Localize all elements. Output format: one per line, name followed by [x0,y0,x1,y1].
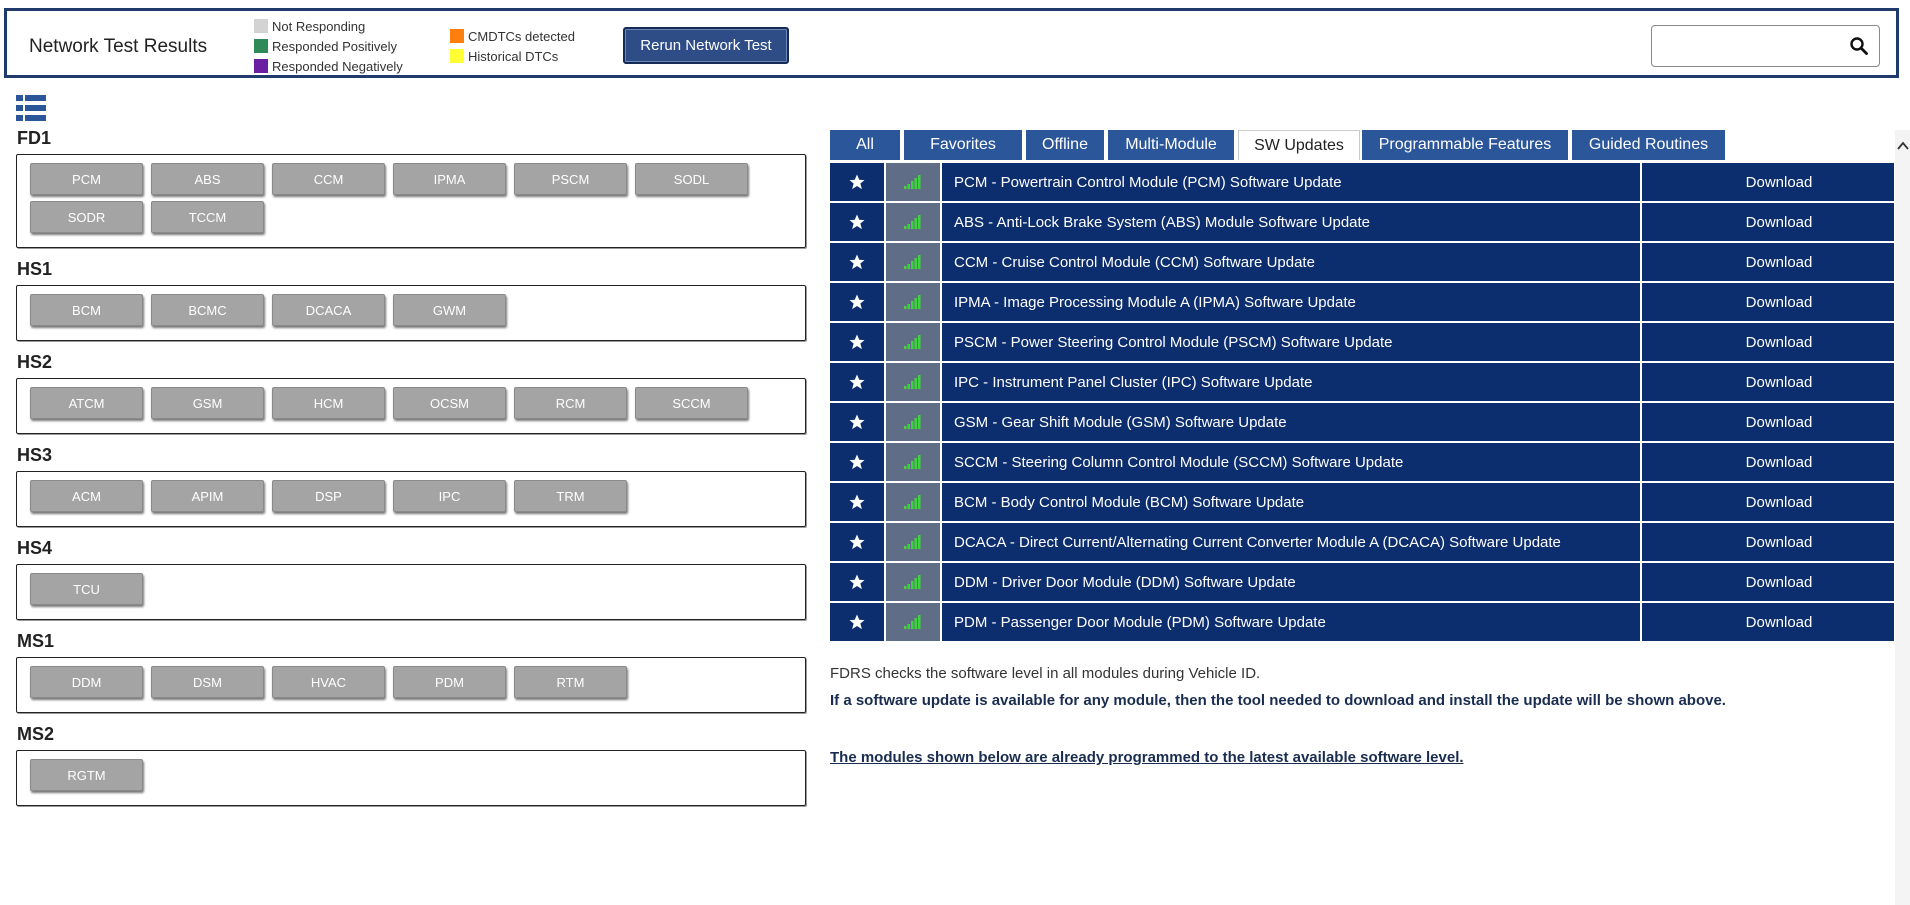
legend-item [254,16,403,36]
group-box-ms1 [16,657,806,713]
table-row [830,443,1894,481]
module-button-ddm[interactable]: DDM [30,666,143,698]
group-title-ms1: MS1 [17,631,55,651]
group-box-fd1 [16,154,806,248]
update-description: IPC - Instrument Panel Cluster (IPC) Software Update [942,363,1642,401]
signal-strength-icon [886,243,942,281]
table-row [830,323,1894,361]
download-button[interactable]: Download [1745,333,1813,351]
legend-item [254,36,403,56]
signal-strength-icon [886,443,942,481]
signal-strength-icon [886,163,942,201]
module-button-ipc[interactable]: IPC [393,480,506,512]
tab-guided-routines[interactable]: Guided Routines [1572,130,1727,160]
favorite-star-icon[interactable] [830,443,886,481]
group-box-ms2 [16,750,806,806]
info-text-bold: If a software update is available for any module, then the tool needed to download and install the update will be shown above. [830,692,1726,709]
download-button[interactable]: Download [1745,253,1813,271]
module-button-ipma[interactable]: IPMA [393,163,506,195]
download-button[interactable]: Download [1745,453,1813,471]
legend-swatch-historical-dtcs [450,49,464,63]
download-button[interactable]: Download [1745,493,1813,511]
group-box-hs3 [16,471,806,527]
page-title: Network Test Results [29,36,208,57]
module-button-bcmc[interactable]: BCMC [151,294,264,326]
module-button-sodl[interactable]: SODL [635,163,748,195]
download-button[interactable]: Download [1745,373,1813,391]
table-row [830,243,1894,281]
legend-swatch-cmdtcs [450,29,464,43]
module-button-gwm[interactable]: GWM [393,294,506,326]
update-description: PSCM - Power Steering Control Module (PSCM) Software Update [942,323,1642,361]
tab-favorites[interactable]: Favorites [904,130,1024,160]
module-button-dsm[interactable]: DSM [151,666,264,698]
signal-strength-icon [886,563,942,601]
module-button-acm[interactable]: ACM [30,480,143,512]
list-icon[interactable] [16,94,46,122]
module-button-ocsm[interactable]: OCSM [393,387,506,419]
download-button[interactable]: Download [1745,613,1813,631]
tab-multi-module[interactable]: Multi-Module [1108,130,1236,160]
module-button-gsm[interactable]: GSM [151,387,264,419]
group-title-fd1: FD1 [17,128,52,148]
update-description: DDM - Driver Door Module (DDM) Software Update [942,563,1642,601]
legend-swatch-responded-negatively [254,59,268,73]
download-button[interactable]: Download [1745,293,1813,311]
legend-label: Historical DTCs [468,48,559,64]
group-box-hs4 [16,564,806,620]
download-button[interactable]: Download [1745,533,1813,551]
table-row [830,403,1894,441]
favorite-star-icon[interactable] [830,283,886,321]
module-button-rcm[interactable]: RCM [514,387,627,419]
update-description: PCM - Powertrain Control Module (PCM) Software Update [942,163,1642,201]
update-description: GSM - Gear Shift Module (GSM) Software Update [942,403,1642,441]
signal-strength-icon [886,523,942,561]
signal-strength-icon [886,283,942,321]
table-row [830,563,1894,601]
module-button-tccm[interactable]: TCCM [151,201,264,233]
search-box [1651,25,1880,67]
module-button-apim[interactable]: APIM [151,480,264,512]
legend-dtc [450,26,575,66]
module-button-hcm[interactable]: HCM [272,387,385,419]
download-button[interactable]: Download [1745,413,1813,431]
update-description: BCM - Body Control Module (BCM) Software Update [942,483,1642,521]
tab-sw-updates[interactable]: SW Updates [1238,130,1360,160]
table-row [830,363,1894,401]
group-title-hs4: HS4 [17,538,53,558]
group-title-hs2: HS2 [17,352,53,372]
module-button-sodr[interactable]: SODR [30,201,143,233]
update-description: DCACA - Direct Current/Alternating Current Converter Module A (DCACA) Software Update [942,523,1642,561]
download-button[interactable]: Download [1745,573,1813,591]
module-button-dsp[interactable]: DSP [272,480,385,512]
download-button[interactable]: Download [1745,213,1813,231]
table-row [830,203,1894,241]
module-button-trm[interactable]: TRM [514,480,627,512]
update-description: ABS - Anti-Lock Brake System (ABS) Module Software Update [942,203,1642,241]
legend-label: Not Responding [272,18,366,34]
legend-swatch-not-responding [254,19,268,33]
signal-strength-icon [886,323,942,361]
signal-strength-icon [886,603,942,641]
module-button-tcu[interactable]: TCU [30,573,143,605]
legend-item [450,26,575,46]
module-button-pdm[interactable]: PDM [393,666,506,698]
tab-all[interactable]: All [830,130,902,160]
download-button[interactable]: Download [1745,173,1813,191]
module-button-abs[interactable]: ABS [151,163,264,195]
legend-label: Responded Positively [272,38,398,54]
legend-status [254,16,403,76]
tab-offline[interactable]: Offline [1026,130,1106,160]
legend-item [254,56,403,76]
favorite-star-icon[interactable] [830,563,886,601]
table-row [830,523,1894,561]
table-row [830,163,1894,201]
table-row [830,283,1894,321]
favorite-star-icon[interactable] [830,483,886,521]
signal-strength-icon [886,363,942,401]
module-button-rtm[interactable]: RTM [514,666,627,698]
favorite-star-icon[interactable] [830,363,886,401]
scrollbar[interactable] [1895,130,1910,905]
legend-item [450,46,575,66]
module-button-sccm[interactable]: SCCM [635,387,748,419]
info-text: FDRS checks the software level in all modules during Vehicle ID. [830,665,1261,682]
module-button-hvac[interactable]: HVAC [272,666,385,698]
up-to-date-modules-link[interactable]: The modules shown below are already programmed to the latest available software level. [830,749,1464,766]
table-row [830,483,1894,521]
update-description: SCCM - Steering Column Control Module (SCCM) Software Update [942,443,1642,481]
signal-strength-icon [886,403,942,441]
group-box-hs2 [16,378,806,434]
update-description: IPMA - Image Processing Module A (IPMA) Software Update [942,283,1642,321]
scroll-up-arrow-icon[interactable] [1897,140,1909,152]
update-description: CCM - Cruise Control Module (CCM) Software Update [942,243,1642,281]
module-button-pcm[interactable]: PCM [30,163,143,195]
module-button-atcm[interactable]: ATCM [30,387,143,419]
module-button-pscm[interactable]: PSCM [514,163,627,195]
favorite-star-icon[interactable] [830,203,886,241]
search-input[interactable] [1658,32,1842,62]
legend-label: CMDTCs detected [468,28,575,44]
group-title-hs1: HS1 [17,259,53,279]
favorite-star-icon[interactable] [830,243,886,281]
tab-programmable-features[interactable]: Programmable Features [1362,130,1570,160]
update-description: PDM - Passenger Door Module (PDM) Software Update [942,603,1642,641]
favorite-star-icon[interactable] [830,603,886,641]
favorite-star-icon[interactable] [830,163,886,201]
legend-swatch-responded-positively [254,39,268,53]
group-title-hs3: HS3 [17,445,53,465]
module-button-rgtm[interactable]: RGTM [30,759,143,791]
module-button-ccm[interactable]: CCM [272,163,385,195]
search-icon[interactable] [1849,36,1869,56]
module-button-dcaca[interactable]: DCACA [272,294,385,326]
module-button-bcm[interactable]: BCM [30,294,143,326]
favorite-star-icon[interactable] [830,523,886,561]
rerun-network-test-button[interactable]: Rerun Network Test [623,27,789,64]
signal-strength-icon [886,203,942,241]
table-row [830,603,1894,641]
header-bar [4,8,1899,78]
favorite-star-icon[interactable] [830,403,886,441]
favorite-star-icon[interactable] [830,323,886,361]
signal-strength-icon [886,483,942,521]
group-title-ms2: MS2 [17,724,55,744]
group-box-hs1 [16,285,806,341]
legend-label: Responded Negatively [272,58,403,74]
